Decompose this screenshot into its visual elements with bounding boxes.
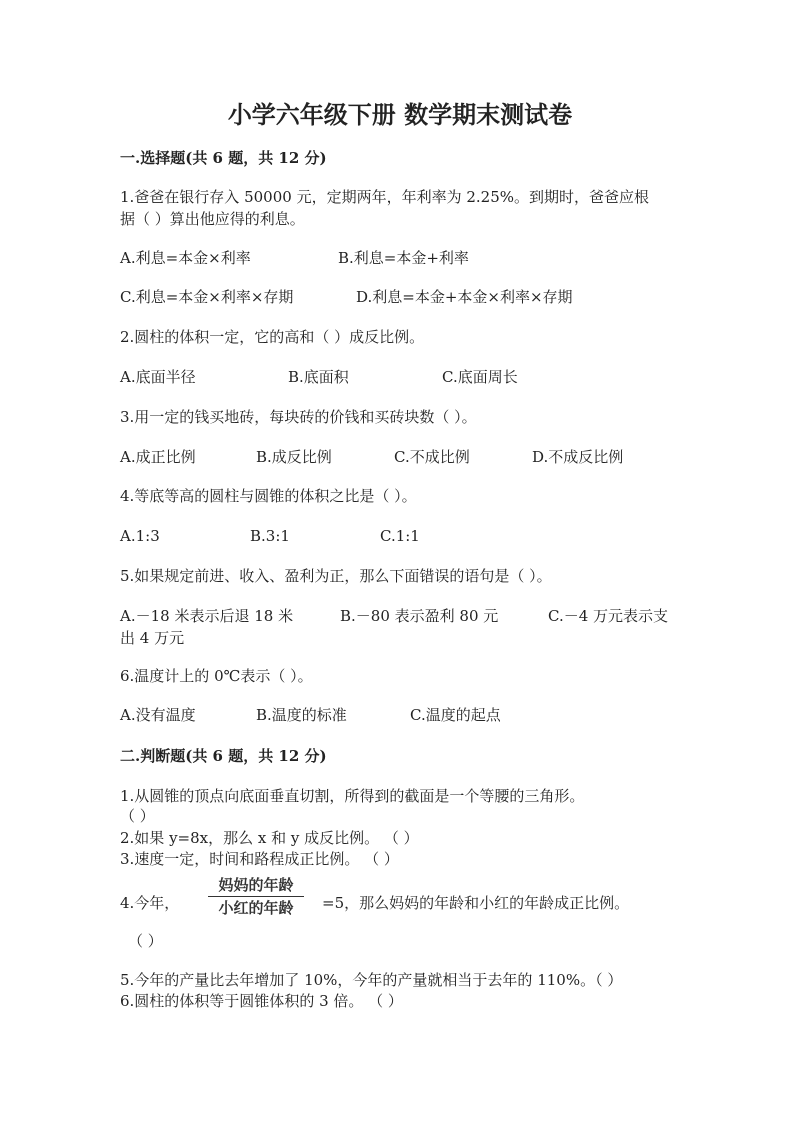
question-4-option-c: C.1:1 bbox=[380, 527, 420, 545]
question-1-line-2: 据（ ）算出他应得的利息。 bbox=[120, 210, 305, 228]
section-heading-judgement: 二.判断题(共 6 题，共 12 分) bbox=[120, 747, 327, 765]
question-4-option-a: A.1:3 bbox=[120, 527, 160, 545]
fraction-denominator: 小红的年龄 bbox=[218, 899, 294, 917]
judgement-4-bracket: （ ） bbox=[128, 932, 163, 950]
question-2-option-b: B.底面积 bbox=[288, 368, 349, 386]
age-ratio-fraction bbox=[208, 874, 304, 919]
question-5-option-a: A.－18 米表示后退 18 米 bbox=[120, 607, 294, 625]
judgement-6: 6.圆柱的体积等于圆锥体积的 3 倍。 （ ） bbox=[120, 992, 403, 1010]
section-heading-choice: 一.选择题(共 6 题，共 12 分) bbox=[120, 149, 327, 167]
judgement-4-suffix: =5，那么妈妈的年龄和小红的年龄成正比例。 bbox=[322, 894, 630, 912]
question-6-option-c: C.温度的起点 bbox=[410, 706, 501, 724]
question-1-option-c: C.利息=本金×利率×存期 bbox=[120, 288, 294, 306]
question-1-option-a: A.利息=本金×利率 bbox=[120, 249, 251, 267]
judgement-5: 5.今年的产量比去年增加了 10%，今年的产量就相当于去年的 110%。（ ） bbox=[120, 971, 623, 989]
judgement-3: 3.速度一定，时间和路程成正比例。 （ ） bbox=[120, 850, 399, 868]
fraction-numerator: 妈妈的年龄 bbox=[208, 874, 304, 897]
question-6: 6.温度计上的 0℃表示（ ）。 bbox=[120, 667, 313, 685]
question-2: 2.圆柱的体积一定，它的高和（ ）成反比例。 bbox=[120, 328, 425, 346]
question-3: 3.用一定的钱买地砖，每块砖的价钱和买砖块数（ ）。 bbox=[120, 408, 477, 426]
question-1-option-b: B.利息=本金+利率 bbox=[338, 249, 469, 267]
question-2-option-a: A.底面半径 bbox=[120, 368, 196, 386]
question-5-option-c: C.－4 万元表示支 bbox=[548, 607, 669, 625]
question-3-option-c: C.不成比例 bbox=[394, 448, 470, 466]
question-5-option-c-continued: 出 4 万元 bbox=[120, 629, 185, 647]
question-3-option-b: B.成反比例 bbox=[256, 448, 332, 466]
page-title: 小学六年级下册 数学期末测试卷 bbox=[227, 100, 573, 129]
question-1-line-1: 1.爸爸在银行存入 50000 元，定期两年，年利率为 2.25%。到期时，爸爸应根 bbox=[120, 188, 649, 206]
judgement-2: 2.如果 y=8x，那么 x 和 y 成反比例。 （ ） bbox=[120, 829, 419, 847]
judgement-1-bracket: （ ） bbox=[120, 807, 155, 825]
question-3-option-a: A.成正比例 bbox=[120, 448, 196, 466]
question-3-option-d: D.不成反比例 bbox=[532, 448, 624, 466]
question-2-option-c: C.底面周长 bbox=[442, 368, 518, 386]
question-6-option-a: A.没有温度 bbox=[120, 706, 196, 724]
question-4: 4.等底等高的圆柱与圆锥的体积之比是（ ）。 bbox=[120, 487, 417, 505]
question-6-option-b: B.温度的标准 bbox=[256, 706, 347, 724]
question-5: 5.如果规定前进、收入、盈利为正，那么下面错误的语句是（ ）。 bbox=[120, 567, 552, 585]
question-1-option-d: D.利息=本金+本金×利率×存期 bbox=[356, 288, 573, 306]
question-4-option-b: B.3:1 bbox=[250, 527, 290, 545]
judgement-4-prefix: 4.今年， bbox=[120, 894, 180, 912]
question-5-option-b: B.－80 表示盈利 80 元 bbox=[340, 607, 499, 625]
judgement-1: 1.从圆锥的顶点向底面垂直切割，所得到的截面是一个等腰的三角形。 bbox=[120, 787, 585, 805]
